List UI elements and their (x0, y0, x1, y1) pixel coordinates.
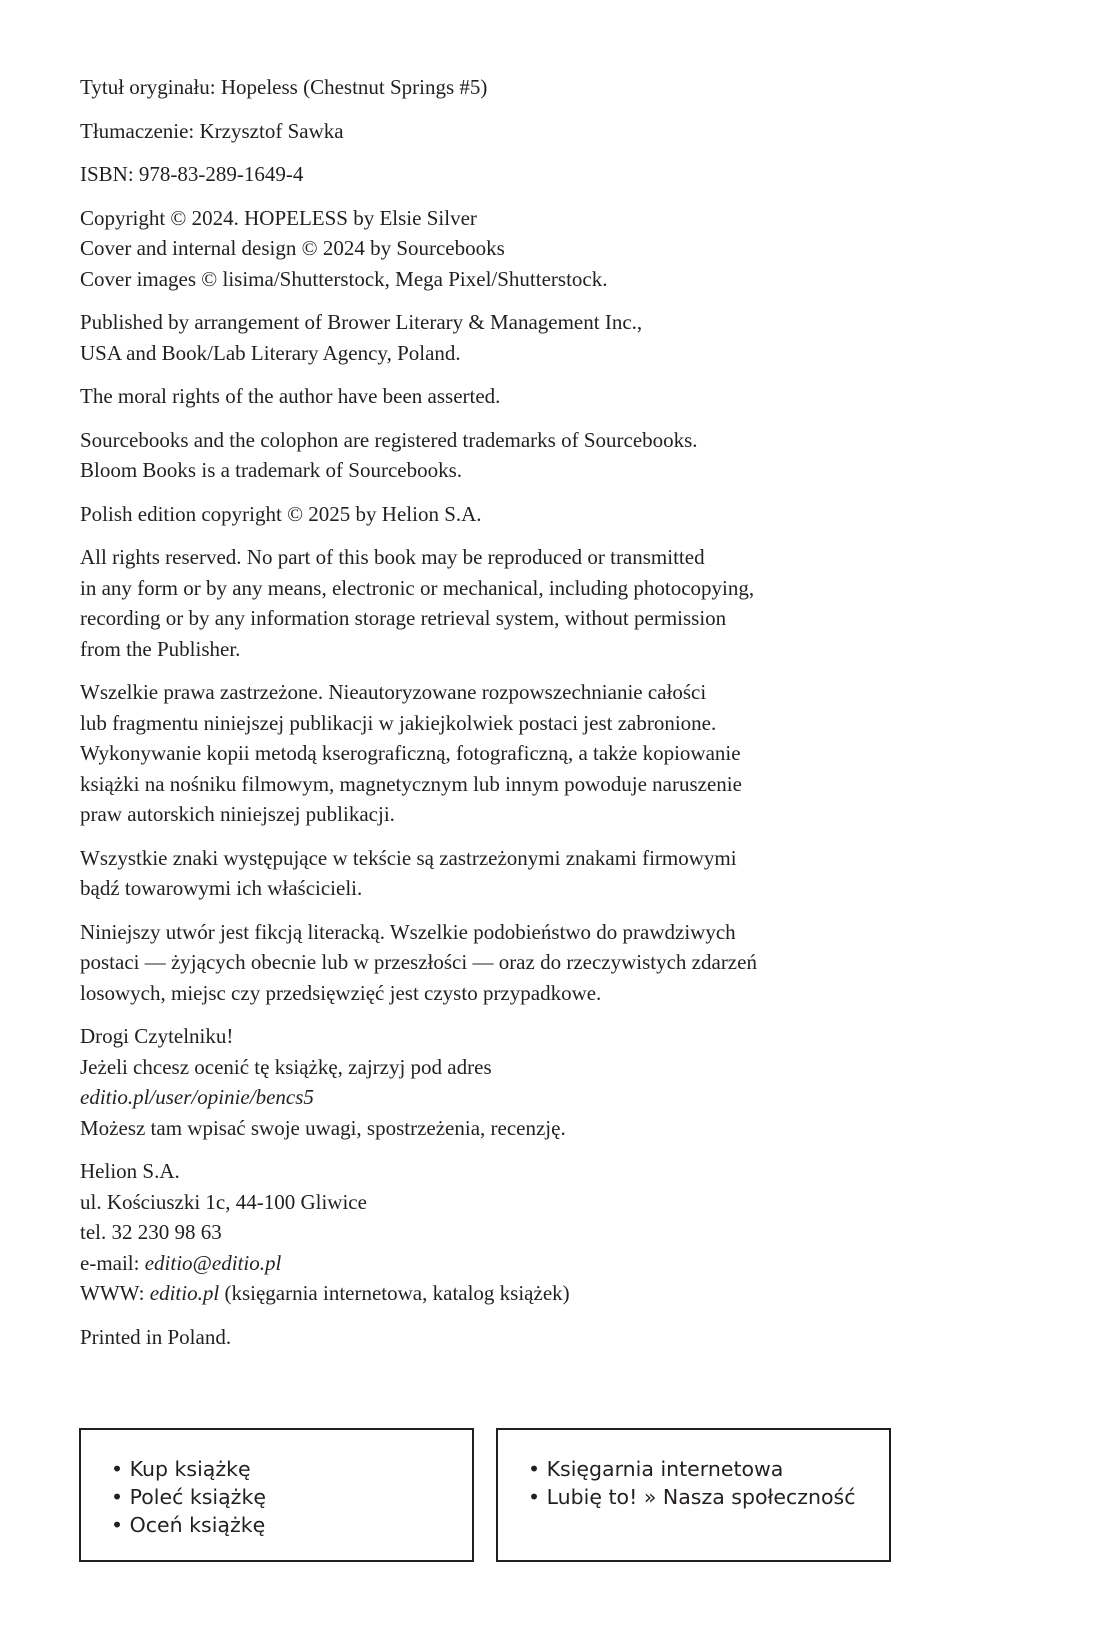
publisher-address: ul. Kościuszki 1c, 44-100 Gliwice (80, 1189, 367, 1214)
original-title: Tytuł oryginału: Hopeless (Chestnut Springs #5) (80, 75, 488, 99)
trademarks-polish: Wszystkie znaki występujące w tekście są zastrzeżonymi znakami firmowymi bądź towarowymi ich właścicieli. (80, 845, 737, 900)
buy-book-link[interactable]: • Kup książkę (111, 1457, 251, 1481)
reader-note (80, 1021, 980, 1143)
recommend-book-link[interactable]: • Poleć książkę (111, 1485, 266, 1509)
community-link[interactable]: • Lubię to! » Nasza społeczność (528, 1485, 856, 1509)
imprint-page (80, 72, 980, 1365)
reader-instructions: Możesz tam wpisać swoje uwagi, spostrzeżenia, recenzję. (80, 1115, 566, 1140)
publisher-phone: tel. 32 230 98 63 (80, 1220, 222, 1244)
rights-reserved-polish: Wszelkie prawa zastrzeżone. Nieautoryzowane rozpowszechnianie całości lub fragmentu niniejszej publikacji w jakiejkolwiek postaci jest zabronione. Wykonywanie kopii metodą kserograficzną, fotograficzną, a także kopiowanie książki na nośniku filmowym, magnetycznym lub innym powoduje naruszenie praw autorskich niniejszej publikacji. (80, 680, 742, 826)
rights-reserved-english: All rights reserved. No part of this book may be reproduced or transmitted in any form or by any means, electronic or mechanical, including photocopying, recording or by any information storage retrieval system, without permission from the Publisher. (80, 545, 755, 661)
rate-book-link[interactable]: • Oceń książkę (111, 1513, 266, 1537)
printed-in: Printed in Poland. (80, 1324, 232, 1349)
moral-rights: The moral rights of the author have been asserted. (80, 384, 501, 408)
publishing-arrangement: Published by arrangement of Brower Literary & Management Inc., USA and Book/Lab Literary Agency, Poland. (80, 310, 643, 365)
isbn: ISBN: 978-83-289-1649-4 (80, 162, 304, 186)
community-links-box (496, 1428, 891, 1562)
copyright-line: Copyright © 2024. HOPELESS by Elsie Silver (80, 205, 477, 230)
reader-greeting: Drogi Czytelniku! (80, 1024, 234, 1048)
publisher-name: Helion S.A. (80, 1159, 180, 1183)
trademarks-notice: Sourcebooks and the colophon are registered trademarks of Sourcebooks. Bloom Books is a trademark of Sourcebooks. (80, 427, 698, 482)
publisher-www-line: WWW: editio.pl (księgarnia internetowa, katalog książek) (80, 1281, 570, 1305)
website-link[interactable]: editio.pl (149, 1281, 220, 1305)
fiction-disclaimer: Niniejszy utwór jest fikcją literacką. Wszelkie podobieństwo do prawdziwych postaci — żyjących obecnie lub w przeszłości — oraz do rzeczywistych zdarzeń losowych, miejsc czy przedsięwzięć jest czysto przypadkowe. (80, 919, 757, 1005)
email-link[interactable]: editio@editio.pl (144, 1250, 282, 1275)
online-bookstore-link[interactable]: • Księgarnia internetowa (528, 1457, 784, 1481)
book-actions-box (79, 1428, 474, 1562)
review-url-link[interactable]: editio.pl/user/opinie/bencs5 (80, 1085, 314, 1109)
polish-edition-copyright: Polish edition copyright © 2025 by Helion S.A. (80, 501, 482, 526)
translation-credit: Tłumaczenie: Krzysztof Sawka (80, 118, 344, 143)
publisher-email-line: e-mail: editio@editio.pl (80, 1250, 282, 1275)
copyright-line: Cover images © lisima/Shutterstock, Mega Pixel/Shutterstock. (80, 266, 608, 291)
copyright-line: Cover and internal design © 2024 by Sourcebooks (80, 236, 505, 260)
link-boxes (79, 1428, 1079, 1568)
copyright-block (80, 203, 980, 295)
reader-invite: Jeżeli chcesz ocenić tę książkę, zajrzyj pod adres (80, 1054, 492, 1079)
publisher-contact (80, 1156, 980, 1309)
